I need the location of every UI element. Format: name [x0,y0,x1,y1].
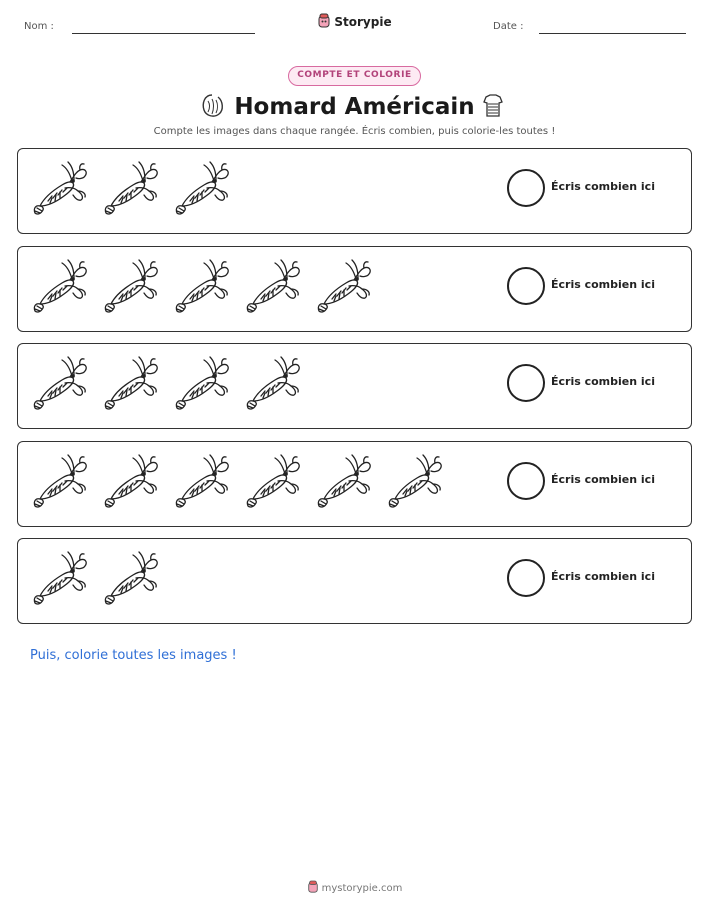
lobster-icon[interactable] [101,548,161,608]
answer-label: Écris combien ici [551,473,655,486]
count-row [17,538,692,624]
brand [0,13,709,32]
answer-label: Écris combien ici [551,375,655,388]
name-field-line[interactable] [72,33,255,34]
date-field-line[interactable] [539,33,686,34]
page-title: Homard Américain [234,94,475,120]
lobster-icon[interactable] [101,158,161,218]
count-row [17,441,692,527]
count-row [17,343,692,429]
coloring-note: Puis, colorie toutes les images ! [30,648,237,663]
lobster-icon[interactable] [101,353,161,413]
name-label: Nom : [24,21,54,32]
lobster-icon[interactable] [30,548,90,608]
brand-name: Storypie [334,15,392,29]
lobster-icon[interactable] [314,256,374,316]
count-row [17,246,692,332]
answer-circle[interactable] [507,267,545,305]
lobster-icon[interactable] [101,451,161,511]
lobster-icon[interactable] [30,353,90,413]
answer-circle[interactable] [507,169,545,207]
lobster-icon[interactable] [314,451,374,511]
title-row [0,90,709,124]
lobster-icon[interactable] [385,451,445,511]
storypie-logo-icon [317,13,331,32]
worksheet-type-badge: COMPTE ET COLORIE [288,66,421,86]
lobster-icon[interactable] [243,451,303,511]
answer-label: Écris combien ici [551,180,655,193]
lobster-icon[interactable] [172,353,232,413]
instructions: Compte les images dans chaque rangée. Écris combien, puis colorie-les toutes ! [153,126,556,137]
answer-circle[interactable] [507,559,545,597]
date-label: Date : [493,21,524,32]
lobster-icon[interactable] [101,256,161,316]
lobster-icon[interactable] [30,158,90,218]
answer-circle[interactable] [507,364,545,402]
lobster-icon[interactable] [172,256,232,316]
armor-icon [480,92,506,124]
answer-label: Écris combien ici [551,278,655,291]
count-row [17,148,692,234]
footer-site-url: mystorypie.com [321,883,403,894]
storypie-logo-icon [307,880,319,897]
lobster-icon[interactable] [243,256,303,316]
answer-label: Écris combien ici [551,570,655,583]
lobster-icon[interactable] [243,353,303,413]
lobster-icon[interactable] [30,451,90,511]
lobster-icon[interactable] [172,158,232,218]
answer-circle[interactable] [507,462,545,500]
lobster-icon[interactable] [30,256,90,316]
lobster-icon[interactable] [172,451,232,511]
footer-site [0,880,709,897]
